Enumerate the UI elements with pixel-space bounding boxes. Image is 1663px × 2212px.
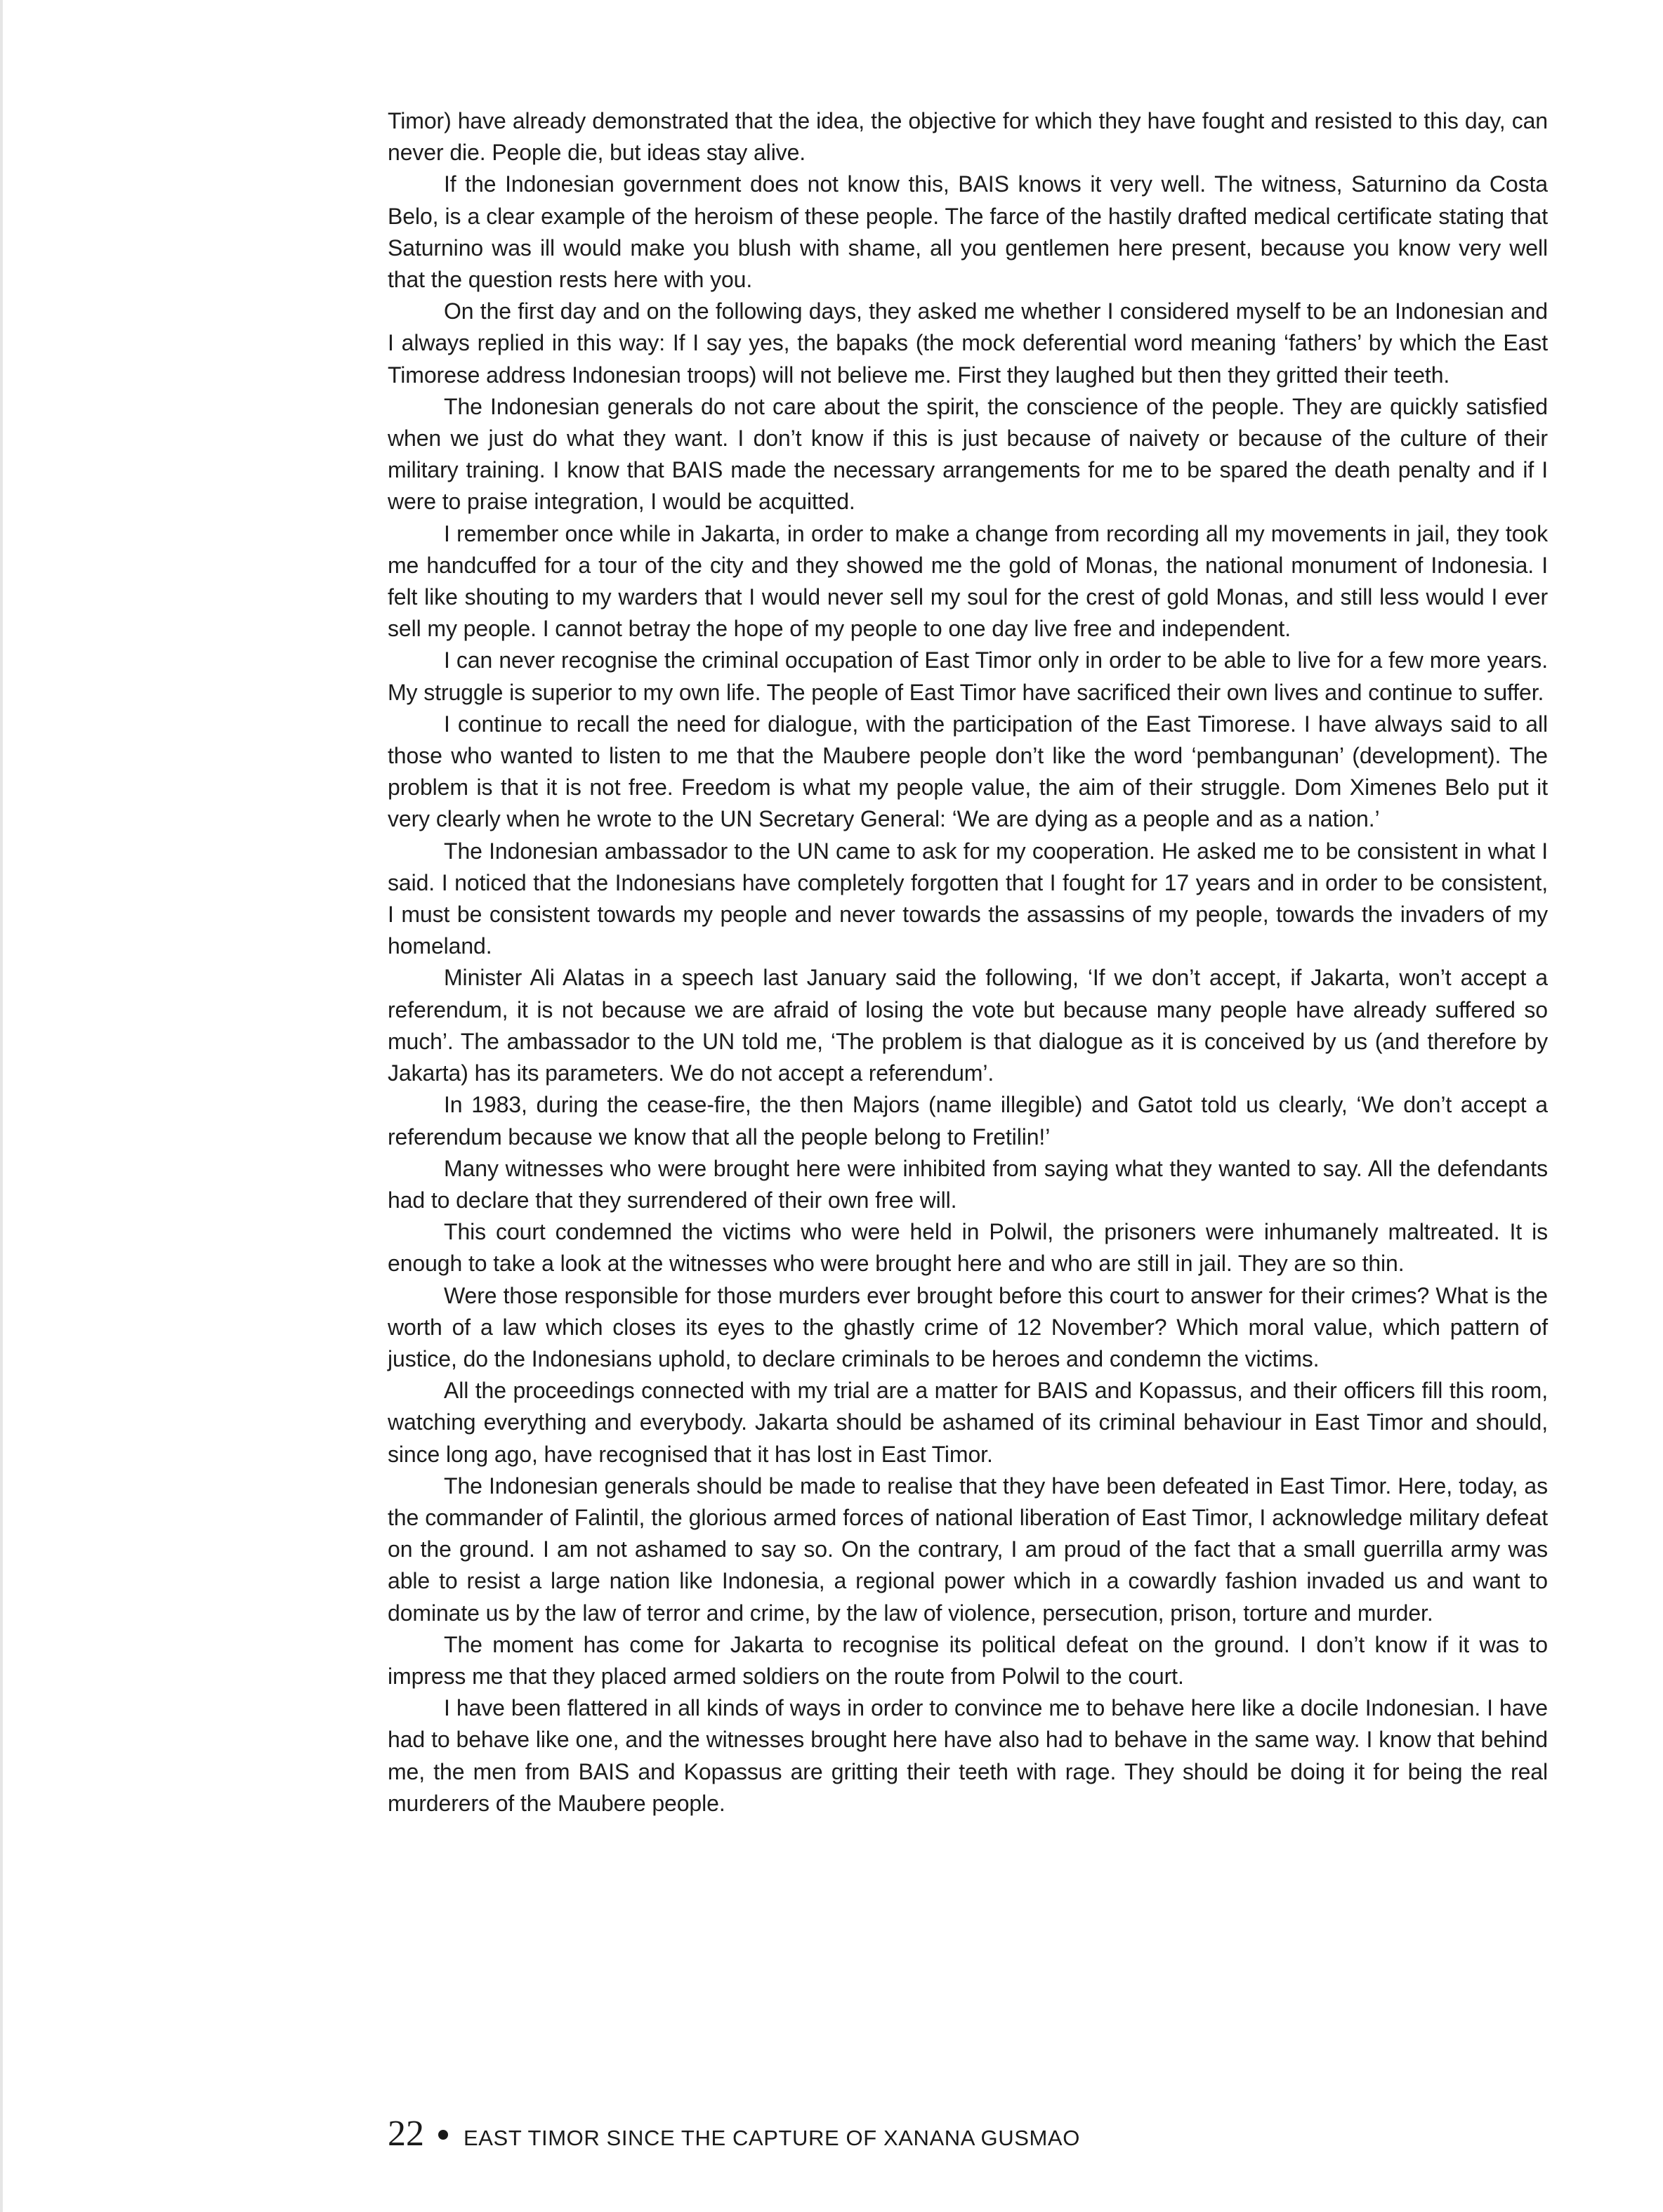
paragraph: The Indonesian generals should be made to realise that they have been defeated in East Timor. Here, today, as the commander of Falintil, the glorious armed forces of national liberation of East Timor, I acknowledge military defeat on the ground. I am not ashamed to say so. On the contrary, I am proud of the fact that a small guerrilla army was able to resist a large nation like Indonesia, a regional power which in a cowardly fashion invaded us and want to dominate us by the law of terror and crime, by the law of violence, persecution, prison, torture and murder.	[388, 1473, 1548, 1626]
paragraph: Timor) have already demonstrated that the idea, the objective for which they have fought and resisted to this day, can never die. People die, but ideas stay alive.	[388, 108, 1548, 166]
paragraph: If the Indonesian government does not know this, BAIS knows it very well. The witness, Saturnino da Costa Belo, is a clear example of the heroism of these people. The farce of the hastily drafted medical certificate stating that Saturnino was ill would make you blush with shame, all you gentlemen here present, because you know very well that the question rests here with you.	[388, 171, 1548, 293]
paragraph: All the proceedings connected with my trial are a matter for BAIS and Kopassus, and their officers fill this room, watching everything and everybody. Jakarta should be ashamed of its criminal behaviour in East Timor and should, since long ago, have recognised that it has lost in East Timor.	[388, 1378, 1548, 1467]
page-edge-shadow	[0, 0, 3, 2212]
paragraph: The Indonesian generals do not care about the spirit, the conscience of the people. They are quickly satisfied when we just do what they want. I don’t know if this is just because of naivety or because of the culture of their military training. I know that BAIS made the necessary arrangements for me to be spared the death penalty and if I were to praise integration, I would be acquitted.	[388, 393, 1548, 515]
paragraph: I remember once while in Jakarta, in order to make a change from recording all my movements in jail, they took me handcuffed for a tour of the city and they showed me the gold of Monas, the national monument of Indonesia. I felt like shouting to my warders that I would never sell my soul for the crest of gold Monas, and still less would I ever sell my people. I cannot betray the hope of my people to one day live free and independent.	[388, 520, 1548, 642]
paragraph: The moment has come for Jakarta to recognise its political defeat on the ground. I don’t know if it was to impress me that they placed armed soldiers on the route from Polwil to the court.	[388, 1631, 1548, 1689]
paragraph: I have been flattered in all kinds of ways in order to convince me to behave here like a docile Indonesian. I have had to behave like one, and the witnesses brought here have also had to behave in the same way. I know that behind me, the men from BAIS and Kopassus are gritting their teeth with rage. They should be doing it for being the real murderers of the Maubere people.	[388, 1695, 1548, 1816]
paragraph: This court condemned the victims who were held in Polwil, the prisoners were inhumanely maltreated. It is enough to take a look at the witnesses who were brought here and who are still in jail. They are so thin.	[388, 1219, 1548, 1277]
paragraph: In 1983, during the cease-fire, the then Majors (name illegible) and Gatot told us clearly, ‘We don’t accept a referendum because we know that all the people belong to Fretilin!’	[388, 1092, 1548, 1150]
paragraph: Many witnesses who were brought here were inhibited from saying what they wanted to say. All the defendants had to declare that they surrendered of their own free will.	[388, 1155, 1548, 1213]
running-title: EAST TIMOR SINCE THE CAPTURE OF XANANA GUSMAO	[464, 2126, 1080, 2150]
paragraph: I continue to recall the need for dialogue, with the participation of the East Timorese. I have always said to all those who wanted to listen to me that the Maubere people don’t like the word ‘pembangunan’ (development). The problem is that it is not free. Freedom is what my people value, the aim of their struggle. Dom Ximenes Belo put it very clearly when he wrote to the UN Secretary General: ‘We are dying as a people and as a nation.’	[388, 711, 1548, 832]
paragraph: The Indonesian ambassador to the UN came to ask for my cooperation. He asked me to be consistent in what I said. I noticed that the Indonesians have completely forgotten that I fought for 17 years and in order to be consistent, I must be consistent towards my people and never towards the assassins of my people, towards the invaders of my homeland.	[388, 838, 1548, 959]
page-footer	[388, 2113, 1080, 2152]
paragraph: I can never recognise the criminal occupation of East Timor only in order to be able to live for a few more years. My struggle is superior to my own life. The people of East Timor have sacrificed their own lives and continue to suffer.	[388, 647, 1548, 705]
paragraph: Minister Ali Alatas in a speech last January said the following, ‘If we don’t accept, if Jakarta, won’t accept a referendum, it is not because we are afraid of losing the vote but because many people have already suffered so much’. The ambassador to the UN told me, ‘The problem is that dialogue as it is conceived by us (and therefore by Jakarta) has its parameters. We do not accept a referendum’.	[388, 965, 1548, 1086]
page-number: 22	[388, 2114, 424, 2154]
paragraph: Were those responsible for those murders ever brought before this court to answer for their crimes? What is the worth of a law which closes its eyes to the ghastly crime of 12 November? Which moral value, which pattern of justice, do the Indonesians uphold, to declare criminals to be heroes and condemn the victims.	[388, 1282, 1548, 1371]
bullet-separator-icon	[438, 2130, 448, 2140]
paragraph: On the first day and on the following days, they asked me whether I considered myself to be an Indonesian and I always replied in this way: If I say yes, the bapaks (the mock deferential word meaning ‘fathers’ by which the East Timorese address Indonesian troops) will not believe me. First they laughed but then they gritted their teeth.	[388, 298, 1548, 388]
body-text	[388, 105, 1548, 1819]
